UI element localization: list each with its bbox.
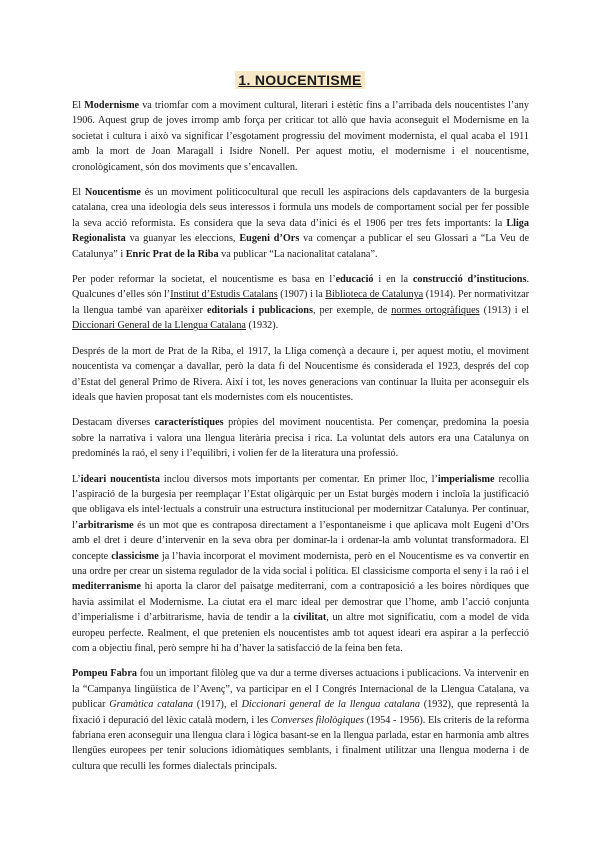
text-run: fou un important filòleg que va dur a terme diverses actuacions i publicacions. Va intervenir en la “Campanya lingüística de l’Avenç”, va participar en el I Congrés Internacional de la Llengua Catalana, va publicar	[72, 668, 529, 711]
text-run: és un mot que es contraposa directament a l’espontaneisme i que aplicava molt Eugeni d’Ors amb el dret i deure d’intervenir en la seva obra per dominar-la i ordenar-la amb voluntat transformadora. El concepte	[72, 519, 529, 562]
paragraph-6	[72, 472, 529, 657]
text-run: hi aporta la claror del paisatge mediterrani, com a contraposició a les boires nòrdiques que havia assimilat el Modernisme. La ciutat era el marc ideal per demostrar que l’home, amb l’acció conjunta d’imperialisme i d’arbitrarisme, havia de tendir a la	[72, 581, 529, 624]
bold-term: civilitat	[293, 612, 327, 624]
paragraph-2	[72, 185, 529, 262]
bold-term: Lliga Regionalista	[72, 217, 529, 245]
text-run: El	[72, 100, 85, 111]
bold-term: Modernisme	[84, 100, 140, 111]
underlined-term: Biblioteca de Catalunya	[325, 289, 424, 301]
bold-term: Enric Prat de la Riba	[125, 248, 219, 260]
title-text: 1. NOUCENTISME	[235, 71, 364, 89]
bold-term: Eugeni d’Ors	[239, 233, 300, 245]
text-run: El	[72, 187, 85, 199]
text-run: (1907) i la	[277, 289, 326, 301]
bold-term: mediterranisme	[72, 581, 142, 593]
bold-term: característiques	[154, 417, 224, 429]
text-run: (1914). Per normativitzar la llengua també van aparèixer	[72, 289, 530, 316]
document-body	[72, 98, 529, 784]
underlined-term: Institut d’Estudis Catalans	[170, 289, 278, 301]
underlined-term: Diccionari General de la Llengua Catalana	[72, 320, 246, 332]
text-run: Per poder reformar la societat, el noucentisme es basa en l’	[72, 274, 336, 286]
text-run: (1917), el	[192, 699, 242, 711]
bold-term: classicisme	[111, 550, 159, 562]
bold-term: editorials i publicacions	[206, 304, 313, 316]
bold-term: educació	[335, 274, 374, 286]
text-run: va publicar “La nacionalitat catalana”.	[218, 248, 378, 260]
paragraph-1	[72, 98, 529, 175]
text-run: , per exemple, de	[312, 304, 392, 316]
text-run: és un moviment politicocultural que recull les aspiracions dels capdavanters de la burgesia catalana, crea una ideologia dels seus interessos i formula uns models de comportament social per fer possible la seva acció reformista. Es considera que la seva data d’inici és el 1906 per tres fets importants: la	[72, 187, 529, 229]
text-run: va començar a publicar el seu Glossari a “La Veu de Catalunya” i	[72, 233, 529, 260]
bold-term: construcció d’institucions	[412, 274, 527, 286]
text-run: inclou diversos mots importants per comentar. En primer lloc, l’	[159, 473, 438, 485]
text-run: va triomfar com a moviment cultural, literari i estètic fins a l’arribada dels noucentistes l’any 1906. Aquest grup de joves irromp amb força per criticar tot allò que havia aconseguit el Modernisme en la societat i cultura i això va significar l’esgotament progressiu del moviment modernista, el qual acaba el 1911 amb la mort de Joan Maragall i Isidre Nonell. Per aquest motiu, el modernisme i el noucentisme, cronològicament, són dos moviments que s’encavallen.	[72, 100, 529, 173]
bold-term: arbitrarisme	[78, 519, 134, 531]
text-run: (1932), que representà la fixació i depuració del lèxic català modern, i les	[72, 699, 530, 726]
bold-term: Noucentisme	[84, 187, 141, 199]
text-run: (1913) i el	[479, 304, 529, 316]
bold-term: Pompeu Fabra	[72, 668, 137, 680]
text-run: , un altre mot significatiu, com a model de vida europeu perfecte. Realment, el que pretenien els noucentistes amb tot aquest ideari era aspirar a la perfecció com a objectiu final, però sempre hi ha d’haver la satisfacció de la feina ben feta.	[72, 612, 529, 654]
text-run: va guanyar les eleccions,	[125, 233, 240, 245]
text-run: L’	[72, 473, 81, 485]
paragraph-5	[72, 415, 529, 461]
italic-title: Gramàtica catalana	[109, 699, 193, 711]
paragraph-3	[72, 272, 529, 334]
paragraph-7	[72, 666, 529, 774]
text-run: (1932).	[245, 320, 279, 332]
text-run: pròpies del moviment noucentista. Per començar, predomina la poesia sobre la narrativa i valora una llengua literària precisa i rica. La voluntat dels autors era una Catalunya on predominés la raó, el seny i l’equilibri, i volien fer de la literatura una professió.	[72, 417, 529, 460]
document-title	[0, 72, 600, 88]
underlined-term: normes ortogràfiques	[391, 304, 480, 316]
text-run: ja l’havia incorporat el moviment modernista, però en el Noucentisme es va convertir en una ordre per crear un sistema regulador de la vida social i política. El classicisme comporta el seny i la raó i el	[72, 550, 529, 577]
text-run: recollia l’aspiració de la burgesia per reemplaçar l’Estat oligàrquic per un Estat burgès modern i incloïa la justificació que obligava els intel·lectuals a construir una estructura institucional per modernitzar Catalunya. Per continuar, l’	[72, 473, 529, 531]
bold-term: ideari noucentista	[80, 473, 160, 485]
text-run: (1954 - 1956). Els criteris de la reforma fabriana eren aconseguir una llengua clara i lògica basant-se en la llengua parlada, estar en harmonia amb altres llengües europees per tenir solucions idiomàtiques semblants, i finalment utilitzar una llengua moderna i de cultura que reculli les formes dialectals principals.	[72, 714, 529, 772]
text-run: . Qualcunes d’elles són l’	[72, 274, 529, 301]
italic-title: Converses filològiques	[270, 714, 364, 726]
italic-title: Diccionari general de la llengua catalana	[241, 699, 420, 711]
text-run: Destacam diverses	[72, 417, 155, 429]
bold-term: imperialisme	[437, 473, 495, 485]
text-run: Després de la mort de Prat de la Riba, el 1917, la Lliga començà a decaure i, per aquest motiu, el moviment noucentista va començar a davallar, però la data fi del Noucentisme és considerada el 1923, després del cop d’Estat del general Primo de Rivera. Així i tot, les noves generacions van continuar la lluita per aconseguir els ideals que havien proposat tant els modernistes com els noucentistes.	[72, 345, 529, 403]
text-run: i en la	[373, 274, 413, 286]
paragraph-4	[72, 344, 529, 406]
